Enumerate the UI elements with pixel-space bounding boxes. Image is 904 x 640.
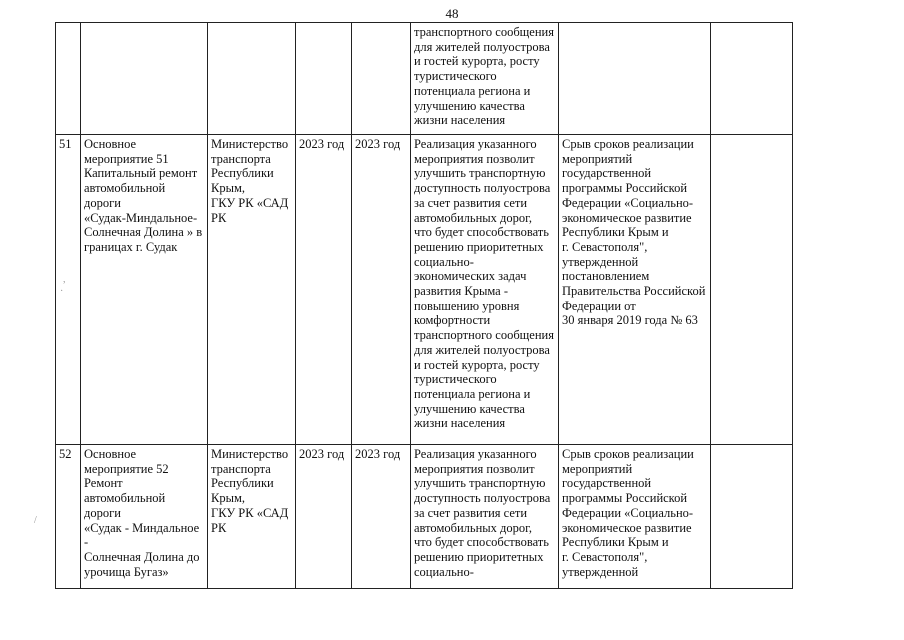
measure-name-cell — [81, 23, 208, 135]
risk-consequence-cell: Срыв сроков реализации мероприятий государственной программы Российской Федерации «Социально- экономическое развитие Республики Крым и г. Севастополя", утвержденной постановлением Правительства Российской Федерации от 30 января 2019 года № 63 — [559, 135, 711, 445]
start-year-cell — [296, 23, 352, 135]
note-cell — [711, 445, 793, 589]
scan-mark: · — [60, 286, 64, 297]
end-year-cell: 2023 год — [352, 445, 411, 589]
executor-cell — [208, 23, 296, 135]
table-row — [56, 135, 793, 445]
row-number-cell: 51 — [56, 135, 81, 445]
executor-cell: Министерство транспорта Республики Крым, ГКУ РК «САД РК — [208, 445, 296, 589]
risk-consequence-cell — [559, 23, 711, 135]
start-year-cell: 2023 год — [296, 135, 352, 445]
table-row — [56, 445, 793, 589]
start-year-cell: 2023 год — [296, 445, 352, 589]
program-measures-table — [55, 22, 793, 589]
end-year-cell: 2023 год — [352, 135, 411, 445]
expected-result-cell: транспортного сообщения для жителей полуострова и гостей курорта, росту туристического потенциала региона и улучшению качества жизни населения — [411, 23, 559, 135]
row-number-cell — [56, 23, 81, 135]
table-row — [56, 23, 793, 135]
risk-consequence-cell: Срыв сроков реализации мероприятий государственной программы Российской Федерации «Социально- экономическое развитие Республики Крым и г. Севастополя", утвержденной — [559, 445, 711, 589]
executor-cell: Министерство транспорта Республики Крым, ГКУ РК «САД РК — [208, 135, 296, 445]
page-number: 48 — [445, 6, 459, 21]
measure-name-cell: Основное мероприятие 52 Ремонт автомобильной дороги «Судак - Миндальное - Солнечная Долина до урочища Бугаз» — [81, 445, 208, 589]
scan-mark: , — [63, 274, 66, 285]
note-cell — [711, 135, 793, 445]
measure-name-cell: Основное мероприятие 51 Капитальный ремонт автомобильной дороги «Судак-Миндальное- Солнечная Долина » в границах г. Судак — [81, 135, 208, 445]
end-year-cell — [352, 23, 411, 135]
expected-result-cell: Реализация указанного мероприятия позволит улучшить транспортную доступность полуострова за счет развития сети автомобильных дорог, что будет способствовать решению приоритетных социально- экономических задач развития Крыма - повышению уровня комфортности транспортного сообщения для жителей полуострова и гостей курорта, росту туристического потенциала региона и улучшению качества жизни населения — [411, 135, 559, 445]
scan-mark: / — [34, 515, 37, 526]
expected-result-cell: Реализация указанного мероприятия позволит улучшить транспортную доступность полуострова за счет развития сети автомобильных дорог, что будет способствовать решению приоритетных социально- — [411, 445, 559, 589]
note-cell — [711, 23, 793, 135]
row-number-cell: 52 — [56, 445, 81, 589]
